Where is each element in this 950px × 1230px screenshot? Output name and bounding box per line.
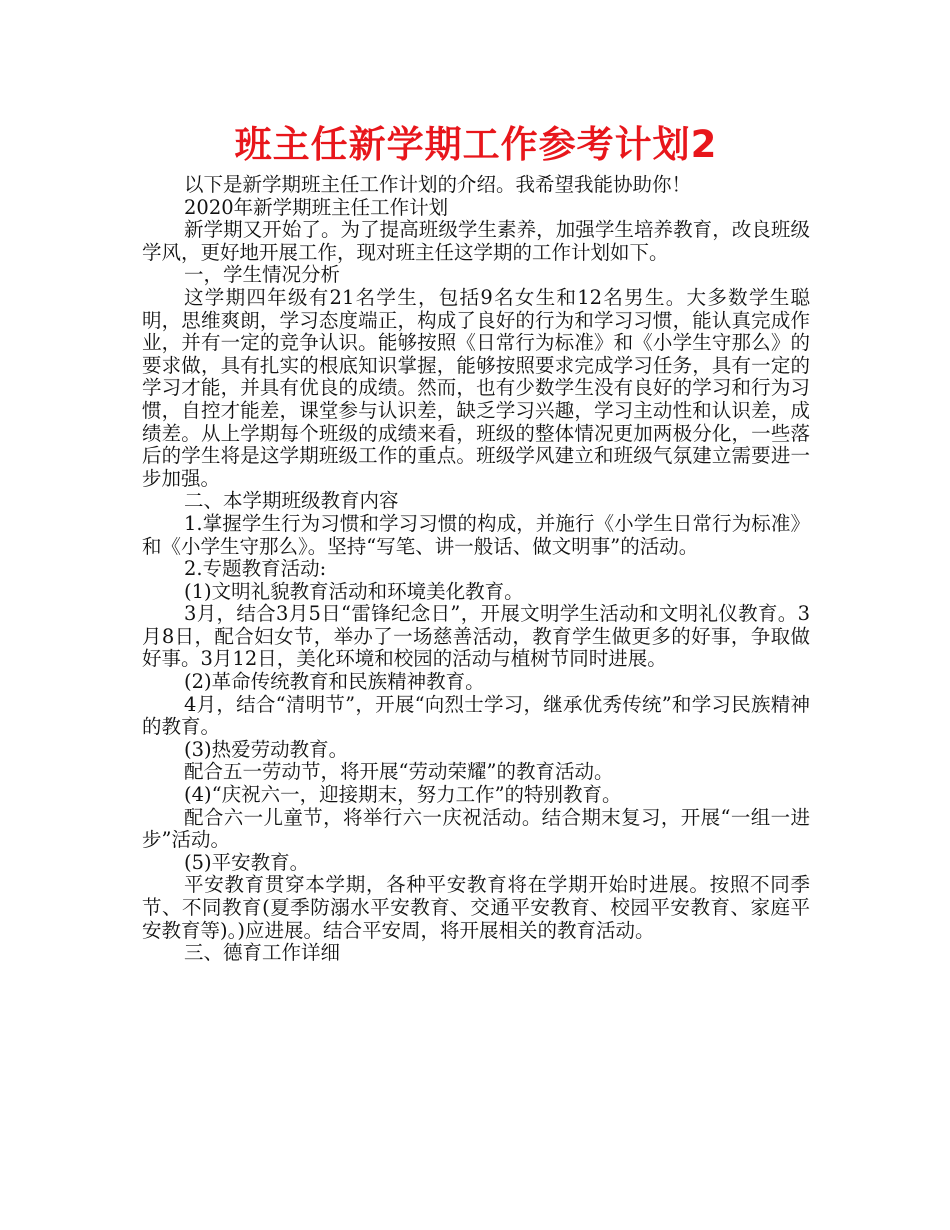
document-title: 班主任新学期工作参考计划2 [234, 123, 718, 166]
paragraph-march: 3月，结合3月5日“雷锋纪念日”，开展文明学生活动和文明礼仪教育。3月8日，配合妇女节，举办了一场慈善活动，教育学生做更多的好事，争取做好事。3月12日，美化环境和校园的活动与植树节同时进展。 [142, 602, 810, 671]
paragraph-safety: 平安教育贯穿本学期，各种平安教育将在学期开始时进展。按照不同季节、不同教育(夏季防溺水平安教育、交通平安教育、校园平安教育、家庭平安教育等)。)应进展。结合平安周，将开展相关的教育活动。 [142, 873, 810, 942]
subitem-heading-2: (2)革命传统教育和民族精神教育。 [184, 670, 485, 694]
document-page [142, 122, 810, 965]
subitem-heading-1: (1)文明礼貌教育活动和环境美化教育。 [184, 579, 524, 603]
section-heading-1: 一，学生情况分析 [184, 263, 341, 287]
paragraph-labor-day: 配合五一劳动节，将开展“劳动荣耀”的教育活动。 [184, 760, 614, 784]
paragraph-student-analysis: 这学期四年级有21名学生，包括9名女生和12名男生。大多数学生聪明，思维爽朗，学习态度端正，构成了良好的行为和学习习惯，能认真完成作业，并有一定的竞争认识。能够按照《日常行为标准》和《小学生守那么》的要求做，具有扎实的根底知识掌握，能够按照要求完成学习任务，具有一定的学习才能，并具有优良的成绩。然而，也有少数学生没有良好的学习和行为习惯，自控才能差，课堂参与认识差，缺乏学习兴趣，学习主动性和认识差，成绩差。从上学期每个班级的成绩来看，班级的整体情况更加两极分化，一些落后的学生将是这学期班级工作的重点。班级学风建立和班级气氛建立需要进一步加强。 [142, 285, 810, 490]
paragraph-childrens-day: 配合六一儿童节，将举行六一庆祝活动。结合期末复习，开展“一组一进步”活动。 [142, 805, 810, 852]
paragraph-plan-title: 2020年新学期班主任工作计划 [184, 195, 449, 219]
paragraph-item-2: 2.专题教育活动: [184, 557, 327, 581]
section-heading-2: 二、本学期班级教育内容 [184, 489, 399, 513]
paragraph-intro: 以下是新学期班主任工作计划的介绍。我希望我能协助你！ [184, 173, 692, 196]
subitem-heading-3: (3)热爱劳动教育。 [184, 737, 349, 761]
section-heading-3: 三、德育工作详细 [184, 941, 341, 965]
document-body [142, 174, 810, 965]
paragraph-opening: 新学期又开始了。为了提高班级学生素养，加强学生培养教育，改良班级学风，更好地开展工作，现对班主任这学期的工作计划如下。 [142, 218, 810, 264]
paragraph-item-1: 1.掌握学生行为习惯和学习习惯的构成，并施行《小学生日常行为标准》和《小学生守那么》。坚持“写笔、讲一般话、做文明事”的活动。 [142, 511, 810, 558]
paragraph-april: 4月，结合“清明节”，开展“向烈士学习，继承优秀传统”和学习民族精神的教育。 [142, 692, 810, 739]
subitem-heading-5: (5)平安教育。 [184, 850, 310, 874]
subitem-heading-4: (4)“庆祝六一，迎接期末，努力工作”的特别教育。 [184, 783, 622, 807]
